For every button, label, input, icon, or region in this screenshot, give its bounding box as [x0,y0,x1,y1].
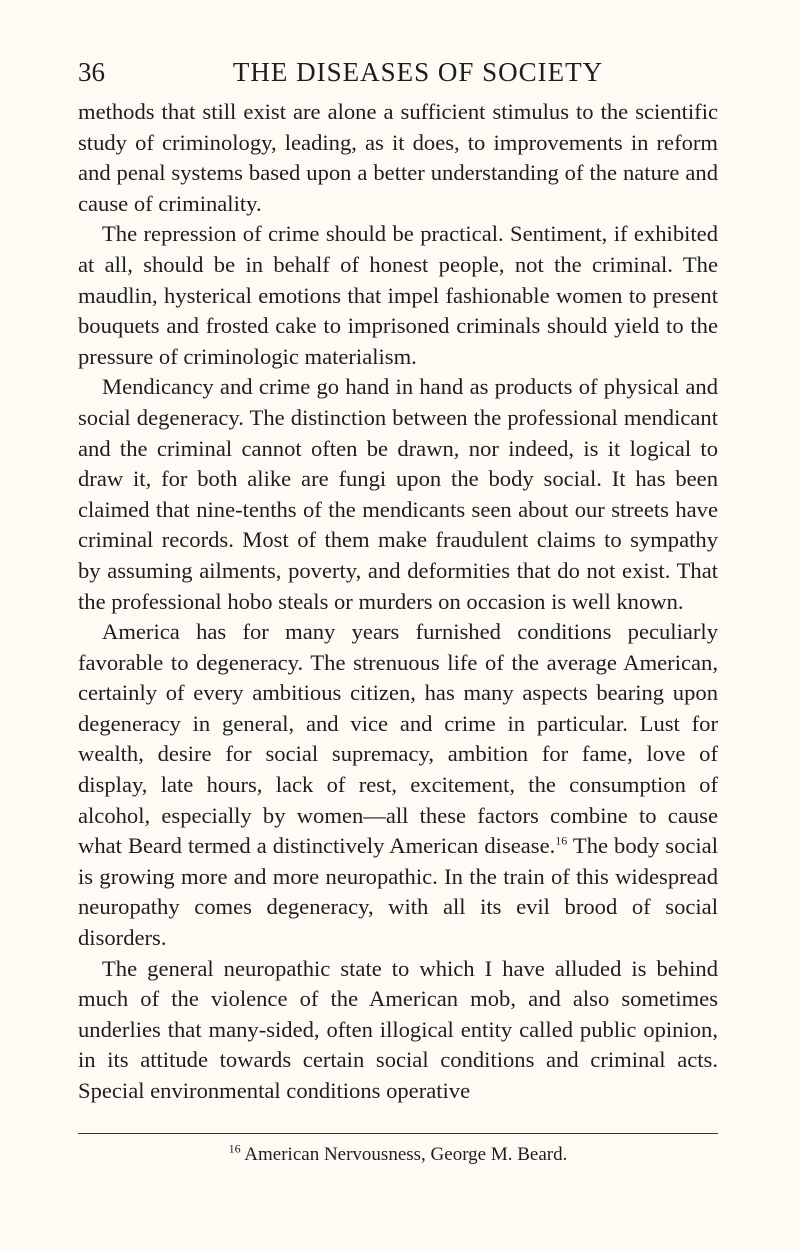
running-head [78,56,718,88]
paragraph-text: The body social is growing more and more neuropathic. In the train of this widespread neuropathy comes degeneracy, with all its evil brood of social disorders. [78,833,718,951]
footnote [78,1142,718,1168]
paragraph-continued: methods that still exist are alone a sufficient stimulus to the scientific study of criminology, leading, as it does, to improvements in reform and penal systems based upon a better understanding of the nature and cause of criminality. [78,99,718,216]
footnote-divider [78,1133,718,1134]
paragraph: The general neuropathic state to which I have alluded is behind much of the violence of the American mob, and also sometimes underlies that many-sided, often illogical entity called public opinion, in its attitude towards certain social conditions and criminal acts. Special environmental conditions operative [78,955,718,1103]
paragraph-text: America has for many years furnished conditions peculiarly favorable to degeneracy. The strenuous life of the average American, certainly of every ambitious citizen, has many aspects bearing upon degeneracy in general, and vice and crime in particular. Lust for wealth, desire for social supremacy, ambition for fame, love of display, late hours, lack of rest, excitement, the consumption of alcohol, especially by women—all these factors combine to cause what Beard termed a distinctively American disease. [78,619,718,859]
body-text [78,97,718,1107]
footnote-text: American Nervousness, George M. Beard. [244,1144,568,1165]
footnote-reference: 16 [555,833,568,848]
running-title: THE DISEASES OF SOCIETY [232,57,604,87]
paragraph: Mendicancy and crime go hand in hand as products of physical and social degeneracy. The distinction between the professional mendicant and the criminal cannot often be drawn, nor indeed, is it logical to draw it, for both alike are fungi upon the body social. It has been claimed that nine-tenths of the mendicants seen about our streets have criminal records. Most of them make fraudulent claims to sympathy by assuming ailments, poverty, and deformities that do not exist. That the professional hobo steals or murders on occasion is well known. [78,374,718,614]
footnote-number: 16 [228,1141,241,1156]
paragraph [78,617,718,954]
page-number: 36 [78,57,105,87]
paragraph: The repression of crime should be practical. Sentiment, if exhibited at all, should be in behalf of honest people, not the criminal. The maudlin, hysterical emotions that impel fashionable women to present bouquets and frosted cake to imprisoned criminals should yield to the pressure of criminologic materialism. [78,221,718,369]
